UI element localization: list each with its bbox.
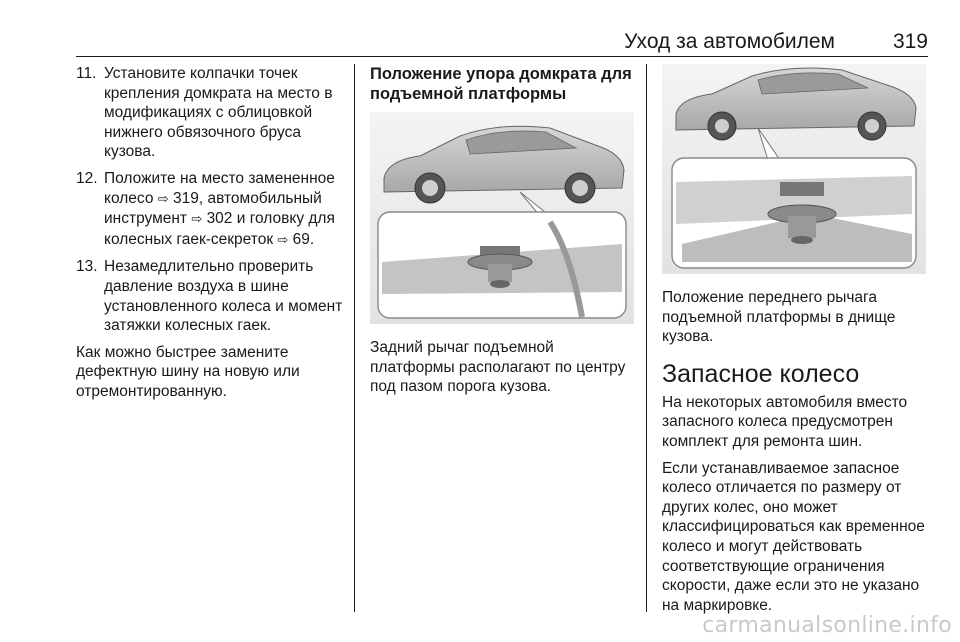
rear-lift-point-figure [370, 112, 634, 324]
page-reference-link[interactable]: 302 [206, 210, 233, 228]
list-text-part: и головку для колесных гаек-секреток [104, 210, 335, 248]
watermark: carmanualsonline.info [702, 613, 952, 638]
list-text: Незамедлительно проверить давление воздуха в шине установленного колеса и момент затяжки колесных гаек. [104, 258, 343, 335]
figure-caption: Положение переднего рычага подъемной платформы в днище кузова. [662, 289, 896, 346]
front-lift-point-figure [662, 64, 926, 274]
list-number: 11. [76, 65, 97, 82]
arrow-ref-icon: ⇨ [191, 212, 203, 228]
list-item [76, 64, 348, 162]
list-number: 13. [76, 258, 98, 276]
left-column [76, 64, 348, 409]
page-reference-link[interactable]: 319 [172, 189, 199, 207]
section-title: Запасное колесо [662, 359, 860, 388]
list-text-part: . [309, 230, 315, 248]
list-text [104, 169, 348, 250]
column-divider-left [354, 64, 355, 612]
arrow-ref-icon: ⇨ [157, 191, 169, 207]
arrow-ref-icon: ⇨ [277, 232, 289, 248]
list-text: Установите колпачки точек крепления домкрата на место в модификациях с облицовкой нижнего обвязочного бруса кузова. [104, 65, 333, 161]
column-divider-right [646, 64, 647, 612]
page-reference-link[interactable]: 69 [292, 230, 310, 248]
note-paragraph: Как можно быстрее замените дефектную шину на новую или отремонтированную. [76, 343, 300, 400]
list-item [76, 257, 348, 335]
list-text-part: , автомобильный инструмент [104, 189, 322, 228]
page-header-title: Уход за автомобилем [624, 30, 835, 53]
section-subheading: Положение упора домкрата для подъемной платформы [370, 65, 632, 103]
list-text-part: Положите на место замененное колесо [104, 169, 335, 207]
body-paragraph: На некоторых автомобиля вместо запасного колеса предусмотрен комплект для ремонта шин. [662, 393, 908, 450]
list-number: 12. [76, 169, 98, 187]
middle-column [370, 64, 636, 404]
list-item [76, 169, 348, 250]
figure-caption: Задний рычаг подъемной платформы располагают по центру под пазом порога кузова. [370, 339, 626, 396]
page-number: 319 [892, 30, 928, 53]
body-paragraph: Если устанавливаемое запасное колесо отличается по размеру от других колес, оно может классифицироваться как временное колесо и могут действовать соответствующие ограничения скорости, даже если это не указано на маркировке. [662, 459, 925, 614]
header-rule [76, 56, 928, 57]
page-header [76, 30, 928, 52]
right-column [662, 64, 928, 622]
